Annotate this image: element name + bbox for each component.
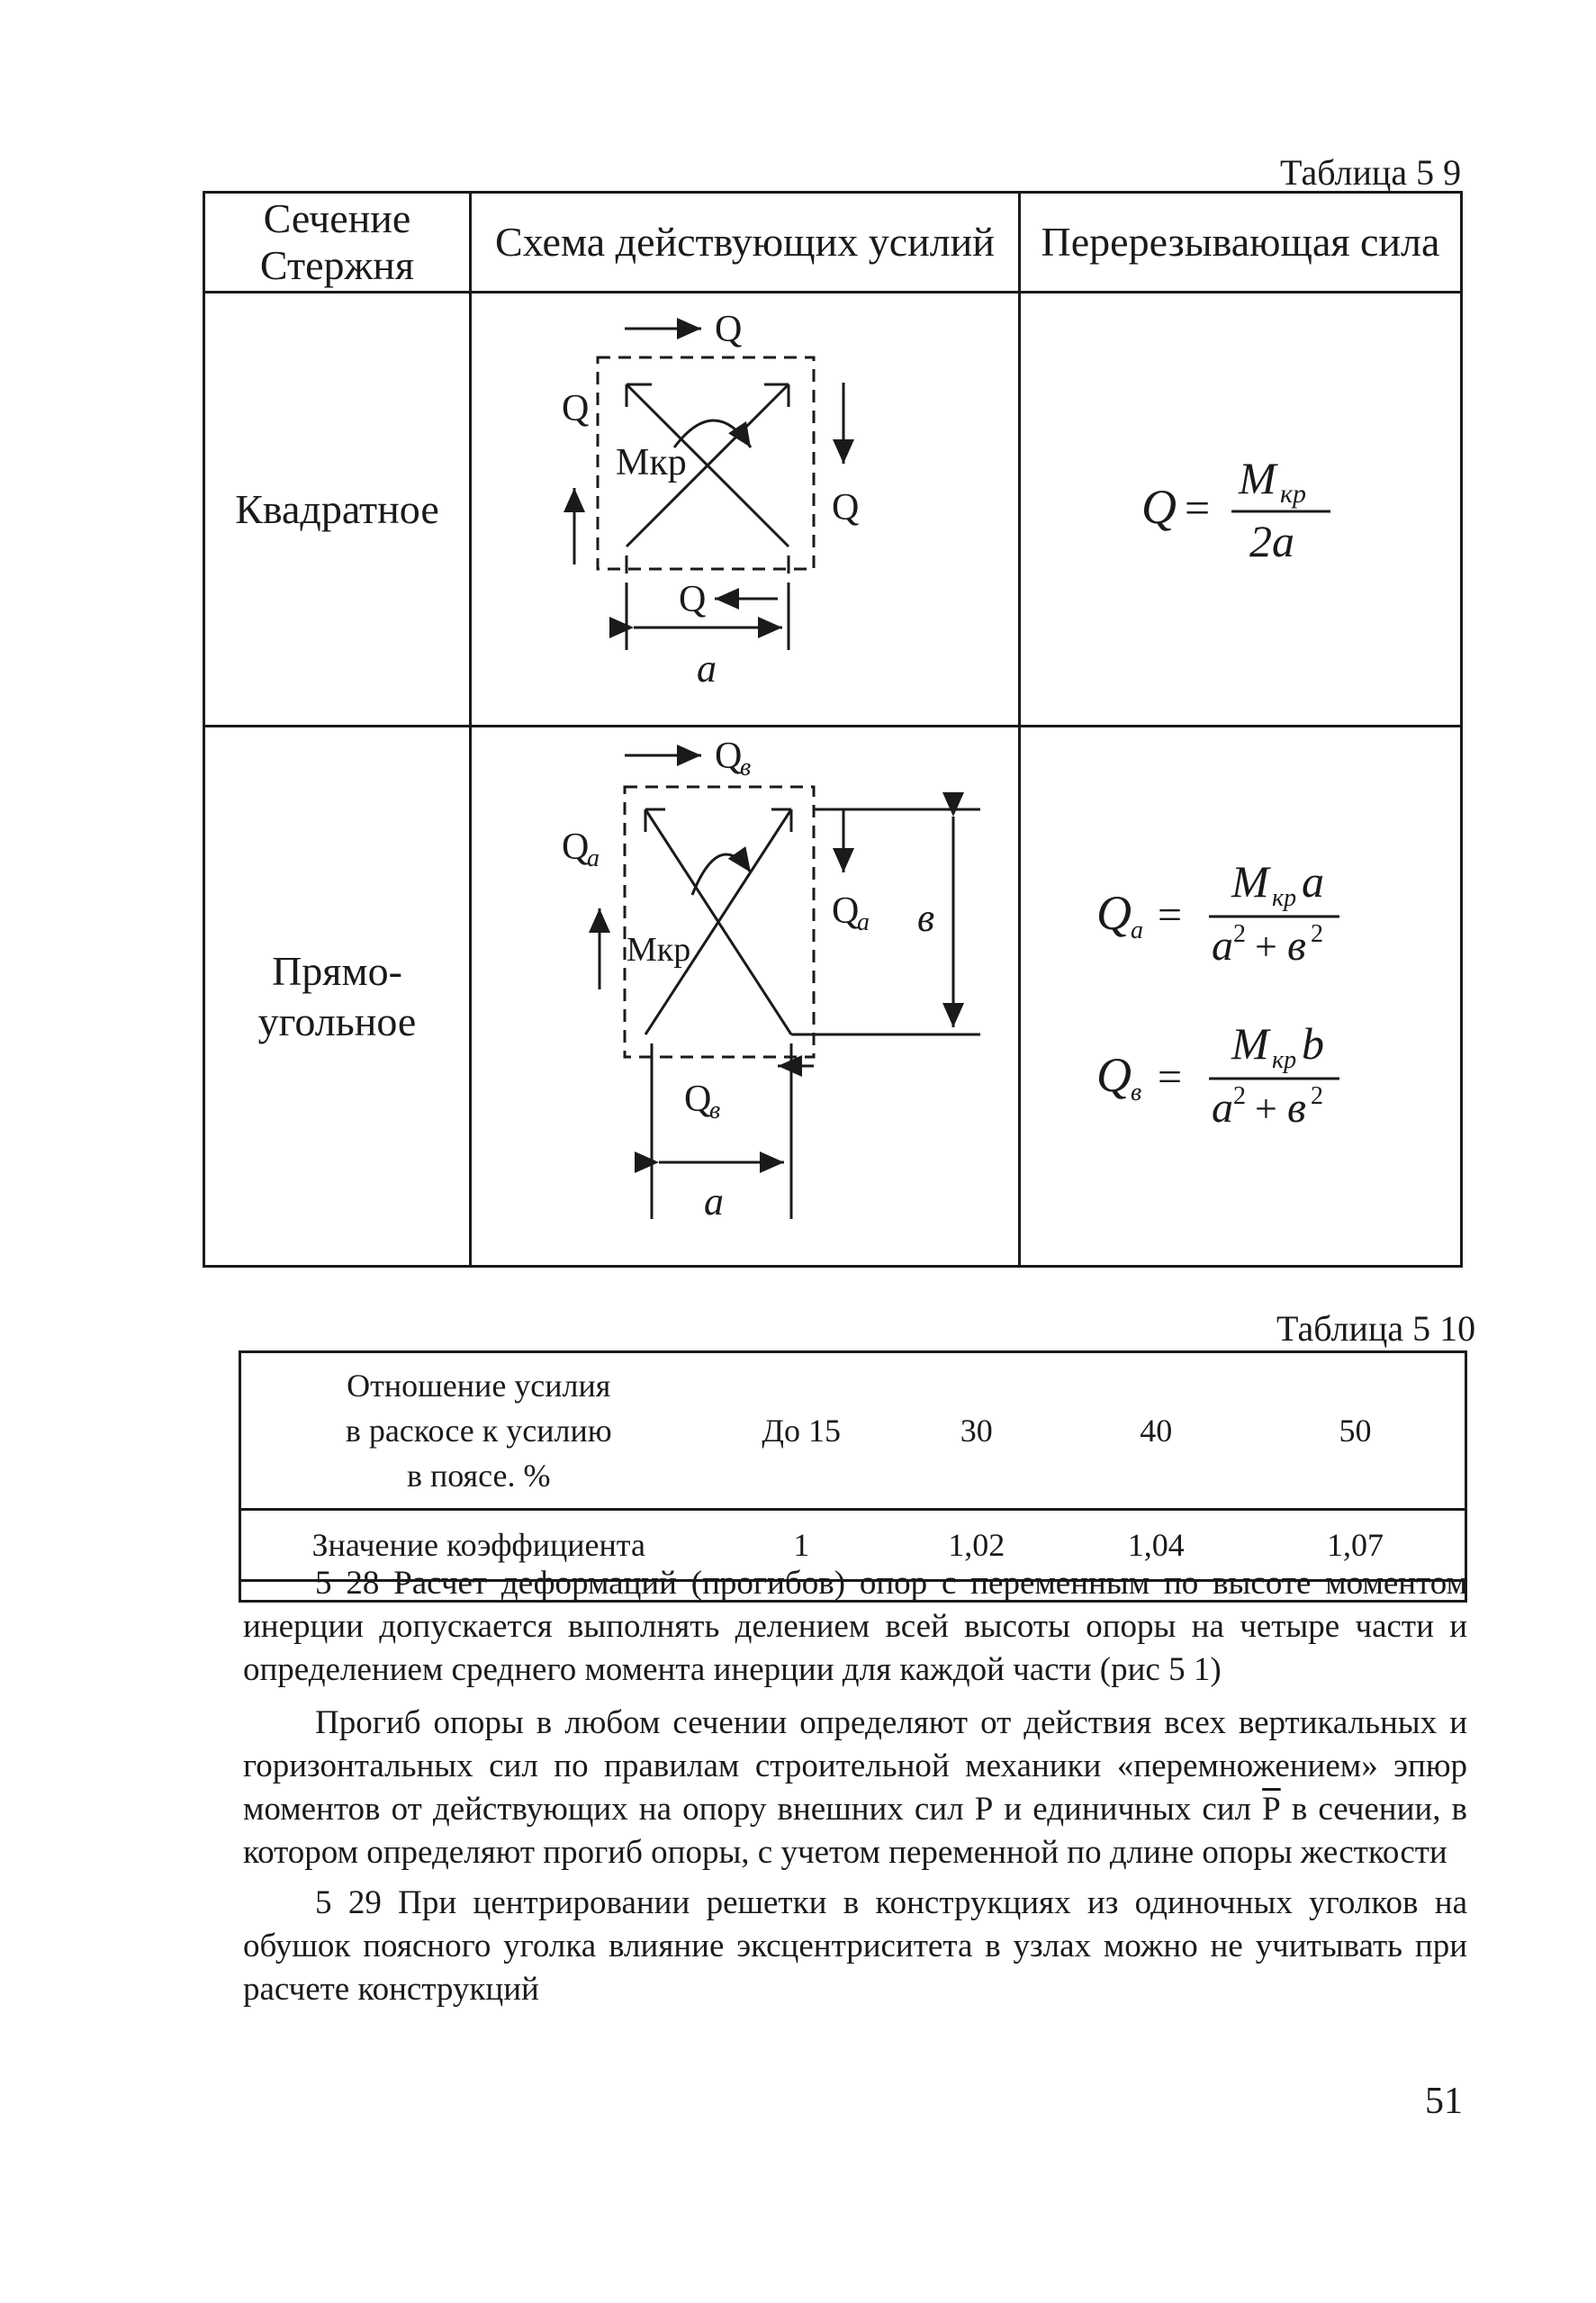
formula-den: 2a xyxy=(1249,515,1294,566)
svg-text:M: M xyxy=(1231,855,1269,907)
page-number: 51 xyxy=(1425,2081,1463,2122)
formula-rect xyxy=(1078,848,1402,1145)
svg-text:=: = xyxy=(1184,482,1211,533)
formula-rect-cell xyxy=(1019,727,1461,1267)
coefficient-value-1: 1 xyxy=(716,1510,887,1581)
formula-lhs: Q xyxy=(1141,479,1177,534)
formula-num-sub: кр xyxy=(1279,478,1307,509)
ratio-value-3: 40 xyxy=(1067,1352,1247,1510)
label-qa-right-sub: а xyxy=(856,908,870,936)
ratio-label-line3: в поясе. % xyxy=(406,1458,551,1494)
label-q-left: Q xyxy=(561,387,590,429)
svg-text:2: 2 xyxy=(1310,1081,1323,1110)
label-dim-b: в xyxy=(916,895,935,940)
svg-text:=: = xyxy=(1157,1052,1183,1101)
label-qa-left: Q xyxy=(561,826,590,868)
svg-text:в: в xyxy=(1286,921,1306,970)
svg-text:2: 2 xyxy=(1310,919,1323,948)
ratio-label xyxy=(240,1352,717,1510)
header-shear-force: Перерезывающая сила xyxy=(1019,193,1461,293)
coefficient-label: Значение коэффициента xyxy=(240,1510,717,1581)
table-row-rectangular xyxy=(204,727,1462,1267)
label-qv-top-sub: в xyxy=(739,753,752,781)
paragraph-deflection-part1: Прогиб опоры в любом сечении определяют от действия всех вертикальных и горизонтальных сил по правилам строительной механики «перемножением» эпюр моментов от действующих на опору внешних сил Р и единичных сил xyxy=(243,1704,1467,1828)
section-rect-line2: угольное xyxy=(257,998,417,1044)
svg-text:кр: кр xyxy=(1271,1045,1297,1074)
square-force-diagram xyxy=(472,294,1018,725)
svg-text:2: 2 xyxy=(1232,919,1246,948)
svg-text:+: + xyxy=(1254,924,1277,969)
ratio-label-line2: в раскосе к усилию xyxy=(345,1413,612,1449)
label-moment: Мкр xyxy=(615,441,687,483)
paragraph-deflection-part2: в сечении, в котором определяют прогиб опоры, с учетом переменной по длине опоры жесткости xyxy=(243,1791,1468,1871)
ratio-value-2: 30 xyxy=(887,1352,1067,1510)
coefficient-value-2: 1,02 xyxy=(887,1510,1067,1581)
label-qv-top: Q xyxy=(714,735,743,777)
header-scheme: Схема действующих усилий xyxy=(470,193,1019,293)
formula-qv xyxy=(1096,1018,1339,1132)
table-row-square xyxy=(204,293,1462,727)
svg-text:Q: Q xyxy=(1096,885,1132,940)
svg-text:в: в xyxy=(1286,1083,1306,1132)
label-moment: Мкр xyxy=(626,930,691,969)
label-q-right: Q xyxy=(831,486,860,528)
svg-text:a: a xyxy=(1301,855,1324,907)
rect-force-diagram xyxy=(472,728,1018,1265)
table-5-9 xyxy=(203,191,1463,1268)
svg-text:a: a xyxy=(1130,916,1143,944)
table-5-10-caption: Таблица 5 10 xyxy=(1276,1308,1476,1349)
paragraph-5-28: 5 28 Расчет деформаций (прогибов) опор с переменным по высоте моментом инерции допускается выполнять делением всей высоты опоры на четыре части и определением среднего момента инерции для каждой части (рис 5 1) xyxy=(243,1565,1467,1688)
ratio-label-line1: Отношение усилия xyxy=(347,1368,611,1404)
coefficient-value-4: 1,07 xyxy=(1246,1510,1465,1581)
svg-text:кр: кр xyxy=(1271,883,1297,912)
svg-text:в: в xyxy=(1130,1078,1142,1106)
moment-arc-icon xyxy=(692,854,751,895)
label-q-top: Q xyxy=(714,308,743,350)
formula-num-main: M xyxy=(1238,452,1276,503)
header-section: Сечение Стержня xyxy=(204,193,471,293)
section-square: Квадратное xyxy=(204,293,471,727)
unit-force-symbol: Р xyxy=(1262,1791,1281,1828)
label-dim-a: а xyxy=(696,646,717,691)
label-dim-a: а xyxy=(703,1179,724,1224)
svg-text:2: 2 xyxy=(1232,1081,1246,1110)
ratio-value-1: До 15 xyxy=(716,1352,887,1510)
svg-text:+: + xyxy=(1254,1086,1277,1131)
paragraph-deflection xyxy=(243,1702,1467,1874)
label-qv-bottom-sub: в xyxy=(708,1096,721,1124)
label-qa-left-sub: а xyxy=(586,844,600,872)
label-q-bottom: Q xyxy=(678,578,707,620)
table-5-9-caption: Таблица 5 9 xyxy=(1280,152,1462,193)
scheme-square-cell xyxy=(470,293,1019,727)
table-5-10-row-ratio xyxy=(240,1352,1466,1510)
svg-text:b: b xyxy=(1301,1017,1324,1069)
section-rectangular xyxy=(204,727,471,1267)
formula-square-cell xyxy=(1019,293,1461,727)
label-qa-right: Q xyxy=(831,890,860,932)
svg-text:a: a xyxy=(1211,1083,1233,1132)
svg-text:a: a xyxy=(1211,921,1233,970)
paragraph-5-29: 5 29 При центрировании решетки в конструкциях из одиночных уголков на обушок поясного уголка влияние эксцентриситета в узлах можно не учитывать при расчете конструкций xyxy=(243,1884,1467,2008)
label-qv-bottom: Q xyxy=(683,1078,712,1120)
svg-text:M: M xyxy=(1231,1017,1269,1069)
scheme-rect-cell xyxy=(470,727,1019,1267)
formula-square xyxy=(1105,438,1375,582)
coefficient-value-3: 1,04 xyxy=(1067,1510,1247,1581)
table-5-9-header-row xyxy=(204,193,1462,293)
svg-text:Q: Q xyxy=(1096,1047,1132,1102)
formula-qa xyxy=(1096,856,1339,970)
ratio-value-4: 50 xyxy=(1246,1352,1465,1510)
svg-text:=: = xyxy=(1157,890,1183,939)
section-rect-line1: Прямо- xyxy=(272,947,402,994)
